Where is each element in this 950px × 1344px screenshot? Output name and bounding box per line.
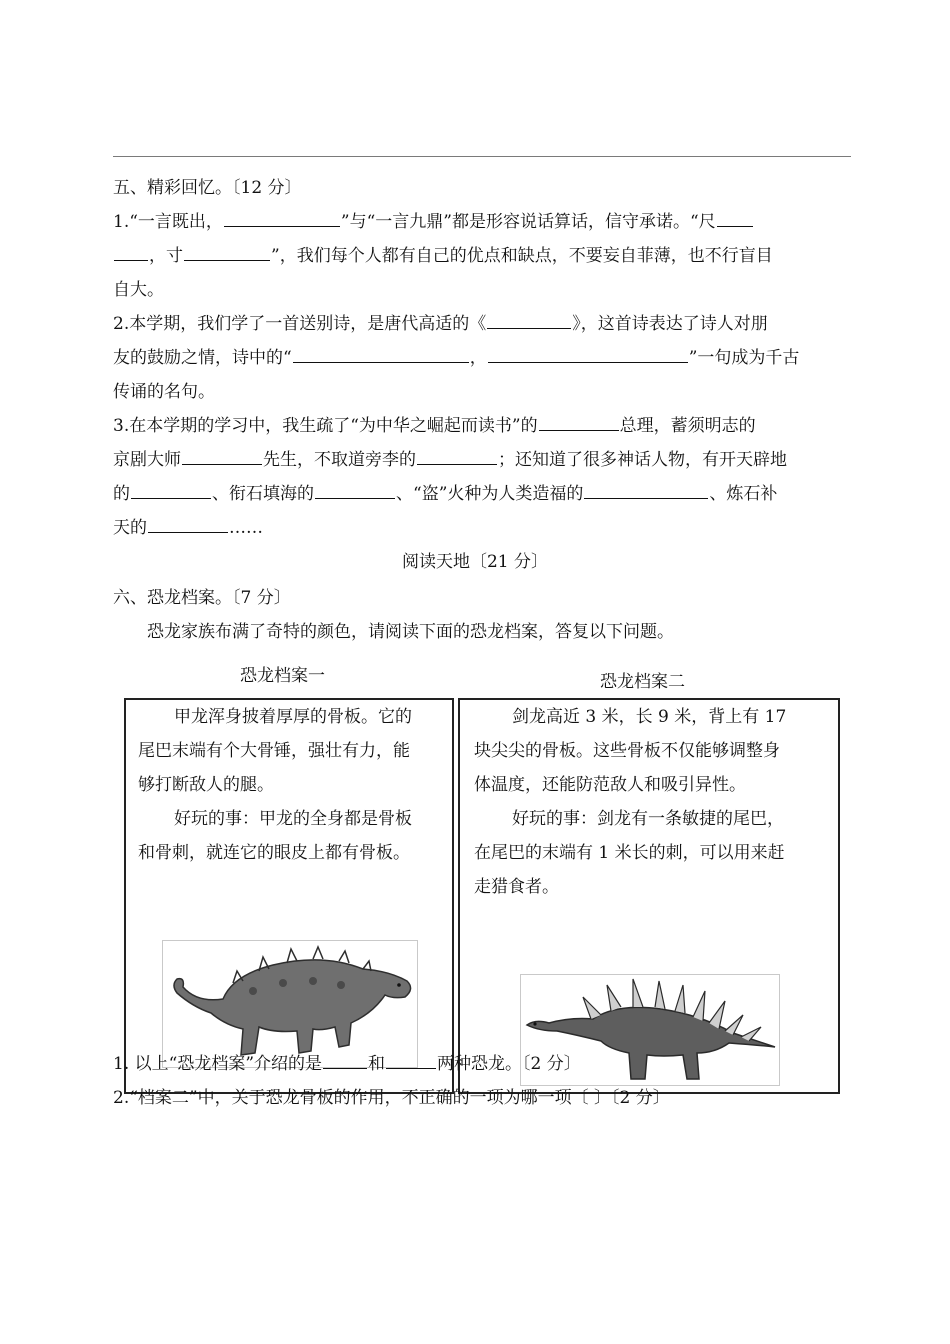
q3-blank-jingwei[interactable] <box>315 497 395 499</box>
card2-line: 体温度，还能防范敌人和吸引异性。 <box>474 775 746 795</box>
s6-q2: 2.“档案二”中，关于恐龙骨板的作用，不正确的一项为哪一项〔 〕〔2 分〕 <box>113 1088 670 1108</box>
q1-blank-2a[interactable] <box>717 225 753 227</box>
q3-text: 的 <box>113 484 130 504</box>
q3-text: 、“盗”火种为人类造福的 <box>396 484 584 504</box>
q1-blank-3[interactable] <box>184 259 270 261</box>
q2-blank-verse-1[interactable] <box>293 361 469 363</box>
q2-text: 》，这首诗表达了诗人对朋 <box>572 314 768 334</box>
q3-blank-pangu[interactable] <box>131 497 211 499</box>
q3-blank-opera[interactable] <box>182 463 262 465</box>
card2-line: 在尾巴的末端有 1 米长的刺，可以用来赶 <box>474 843 785 863</box>
q3-text: 京剧大师 <box>113 450 181 470</box>
card1-title: 恐龙档案一 <box>240 666 325 686</box>
card2-line: 好玩的事：剑龙有一条敏捷的尾巴， <box>512 809 784 829</box>
q3-line1 <box>113 414 756 438</box>
q2-text: 2.本学期，我们学了一首送别诗，是唐代高适的《 <box>113 314 487 334</box>
q3-text: 天的 <box>113 518 147 538</box>
q3-blank-prometheus[interactable] <box>584 497 708 499</box>
q1-line1 <box>113 210 754 234</box>
s6-q1 <box>113 1052 581 1076</box>
q3-blank-premier[interactable] <box>539 429 619 431</box>
section6-title: 六、恐龙档案。〔7 分〕 <box>113 588 291 608</box>
q1-text: ”，我们每个人都有自己的优点和缺点，不要妄自菲薄，也不行盲目 <box>271 246 773 266</box>
card2-line: 剑龙高近 3 米，长 9 米，背上有 17 <box>512 707 787 727</box>
card2-title: 恐龙档案二 <box>600 672 685 692</box>
q3-text: …… <box>229 518 263 538</box>
card1-line: 尾巴末端有个大骨锤，强壮有力，能 <box>138 741 410 761</box>
q2-text: ， <box>469 348 487 368</box>
q1-blank-2b[interactable] <box>114 259 148 261</box>
s6-q1-blank-2[interactable] <box>386 1067 436 1069</box>
card1-line: 和骨刺，就连它的眼皮上都有骨板。 <box>138 843 410 863</box>
q3-text: ；还知道了很多神话人物，有开天辟地 <box>498 450 787 470</box>
q3-text: 、衔石填海的 <box>212 484 314 504</box>
card2-line: 块尖尖的骨板。这些骨板不仅能够调整身 <box>474 741 780 761</box>
q2-text: 友的鼓励之情，诗中的“ <box>113 348 292 368</box>
q3-text: 先生，不取道旁李的 <box>263 450 416 470</box>
s6-q1-text: 和 <box>368 1054 386 1074</box>
header-rule <box>113 156 851 157</box>
q1-line3: 自大。 <box>113 280 164 300</box>
section6-intro: 恐龙家族布满了奇特的颜色，请阅读下面的恐龙档案，答复以下问题。 <box>147 622 674 642</box>
s6-q1-text: 1. 以上“恐龙档案”介绍的是 <box>113 1054 323 1074</box>
q1-text: ，寸 <box>149 246 183 266</box>
card1-line: 甲龙浑身披着厚厚的骨板。它的 <box>174 707 412 727</box>
card1-line: 够打断敌人的腿。 <box>138 775 274 795</box>
q1-text: 1.“一言既出， <box>113 212 223 232</box>
q3-line4 <box>113 516 263 540</box>
q3-line3 <box>113 482 777 506</box>
s6-q1-blank-1[interactable] <box>323 1067 367 1069</box>
q2-blank-verse-2[interactable] <box>488 361 688 363</box>
q2-line1 <box>113 312 768 336</box>
q2-text: ”一句成为千古 <box>688 348 800 368</box>
reading-heading: 阅读天地〔21 分〕 <box>401 552 549 572</box>
card1-line: 好玩的事：甲龙的全身都是骨板 <box>174 809 412 829</box>
ankylosaurus-icon <box>162 940 418 1068</box>
q2-line3: 传诵的名句。 <box>113 382 215 402</box>
card2-line: 走猎食者。 <box>474 877 559 897</box>
q3-text: 总理，蓄须明志的 <box>619 416 756 436</box>
q3-blank-nuwa[interactable] <box>148 531 228 533</box>
section5-title: 五、精彩回忆。〔12 分〕 <box>113 178 302 198</box>
q3-line2 <box>113 448 787 472</box>
q3-text: 、炼石补 <box>709 484 778 504</box>
q3-blank-plum[interactable] <box>417 463 497 465</box>
q1-line2 <box>113 244 773 268</box>
q1-blank-1[interactable] <box>224 225 340 227</box>
q2-blank-poem[interactable] <box>487 327 571 329</box>
q1-text: ”与“一言九鼎”都是形容说话算话，信守承诺。“尺 <box>340 212 716 232</box>
s6-q1-text: 两种恐龙。〔2 分〕 <box>437 1054 581 1074</box>
q2-line2 <box>113 346 799 370</box>
q3-text: 3.在本学期的学习中，我生疏了“为中华之崛起而读书”的 <box>113 416 538 436</box>
